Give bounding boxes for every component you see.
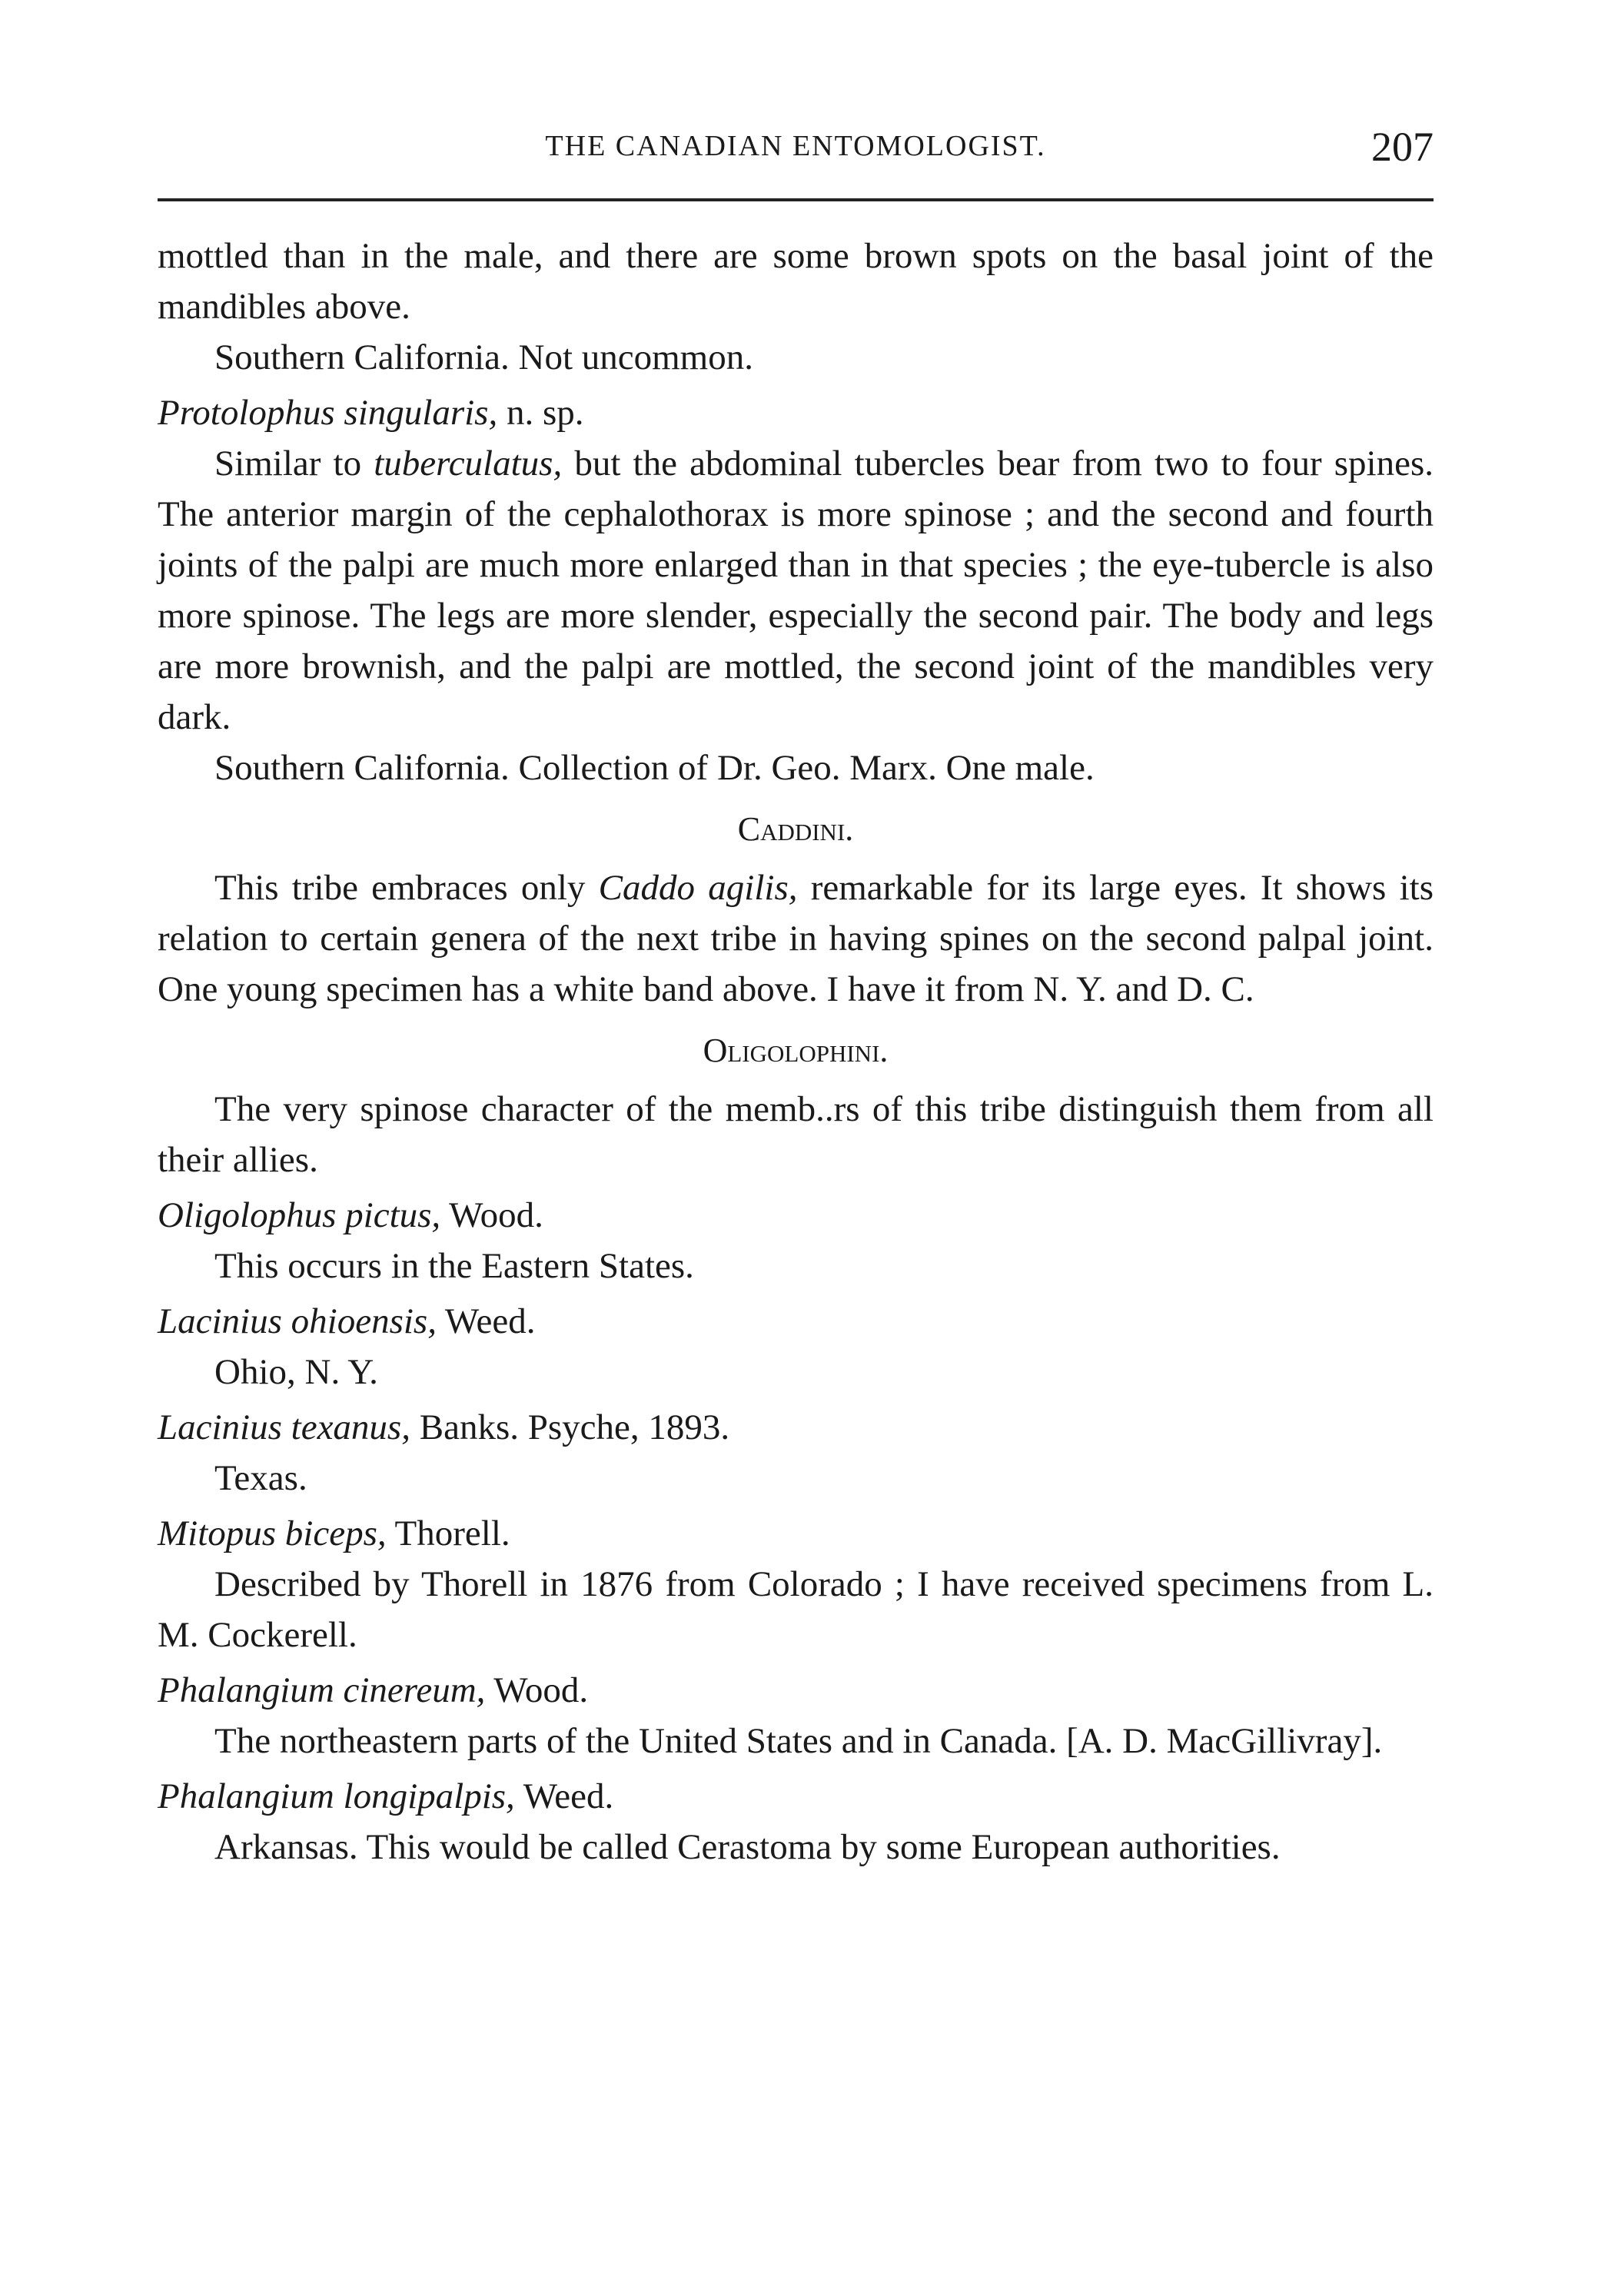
paragraph-text: remarkable for its large eyes. It shows its relation to certain genera of the next tribe in having spines on the second palpal joint. One young specimen has a white band above. I have it from N. Y. and D. C. xyxy=(158,868,1434,1009)
paragraph: Texas. xyxy=(214,1458,307,1498)
paragraph-text: Similar to xyxy=(214,444,374,483)
paragraph: Ohio, N. Y. xyxy=(214,1352,378,1392)
species-authority: Banks. Psyche, 1893. xyxy=(410,1407,730,1447)
species-entry xyxy=(158,387,1434,438)
species-entry xyxy=(158,1771,1434,1822)
running-title: THE CANADIAN ENTOMOLOGIST. xyxy=(545,130,1046,162)
page-body xyxy=(158,231,1434,1872)
species-name: tuberculatus, xyxy=(374,444,563,483)
paragraph: Southern California. Collection of Dr. Geo. Marx. One male. xyxy=(214,748,1095,788)
paragraph-text: but the abdominal tubercles bear from two to four spines. The anterior margin of the cephalothorax is more spinose ; and the second and fourth joints of the palpi are much more enlarged than in that species ; the eye-tubercle is also more spinose. The legs are more slender, especially the second pair. The body and legs are more brownish, and the palpi are mottled, the second joint of the mandibles very dark. xyxy=(158,444,1434,737)
page-number: 207 xyxy=(1371,124,1434,170)
paragraph: The northeastern parts of the United States and in Canada. [A. D. MacGillivray]. xyxy=(214,1721,1383,1761)
species-authority: Thorell. xyxy=(386,1513,510,1553)
paragraph xyxy=(158,438,1434,743)
species-name: Phalangium longipalpis, xyxy=(158,1776,515,1816)
tribe-heading: Caddini. xyxy=(737,810,854,848)
species-name: Phalangium cinereum, xyxy=(158,1670,486,1710)
species-entry xyxy=(158,1402,1434,1453)
species-authority: Weed. xyxy=(514,1776,614,1816)
paragraph: The very spinose character of the memb..rs of this tribe distinguish them from all their allies. xyxy=(158,1089,1434,1180)
species-name: Lacinius texanus, xyxy=(158,1407,410,1447)
species-name: Protolophus singularis, xyxy=(158,393,498,433)
species-entry xyxy=(158,1296,1434,1347)
paragraph: This occurs in the Eastern States. xyxy=(214,1246,694,1286)
species-name: Lacinius ohioensis, xyxy=(158,1301,437,1341)
header-rule xyxy=(158,198,1434,201)
tribe-heading: Oligolophini. xyxy=(703,1032,889,1069)
paragraph: mottled than in the male, and there are some brown spots on the basal joint of the mandibles above. xyxy=(158,236,1434,327)
species-authority: Wood. xyxy=(440,1195,543,1235)
paragraph: Arkansas. This would be called Cerastoma by some European authorities. xyxy=(214,1827,1281,1867)
species-authority: Weed. xyxy=(436,1301,536,1341)
species-name: Mitopus biceps, xyxy=(158,1513,387,1553)
species-name: Caddo agilis, xyxy=(598,868,798,908)
species-authority: n. sp. xyxy=(497,393,584,433)
species-entry xyxy=(158,1665,1434,1716)
paragraph xyxy=(158,862,1434,1015)
species-entry xyxy=(158,1508,1434,1559)
species-name: Oligolophus pictus, xyxy=(158,1195,441,1235)
species-authority: Wood. xyxy=(485,1670,589,1710)
paragraph: Described by Thorell in 1876 from Colorado ; I have received specimens from L. M. Cockerell. xyxy=(158,1564,1434,1655)
species-entry xyxy=(158,1190,1434,1241)
page-header xyxy=(158,123,1434,177)
paragraph-text: This tribe embraces only xyxy=(214,868,599,908)
paragraph: Southern California. Not uncommon. xyxy=(214,337,753,377)
